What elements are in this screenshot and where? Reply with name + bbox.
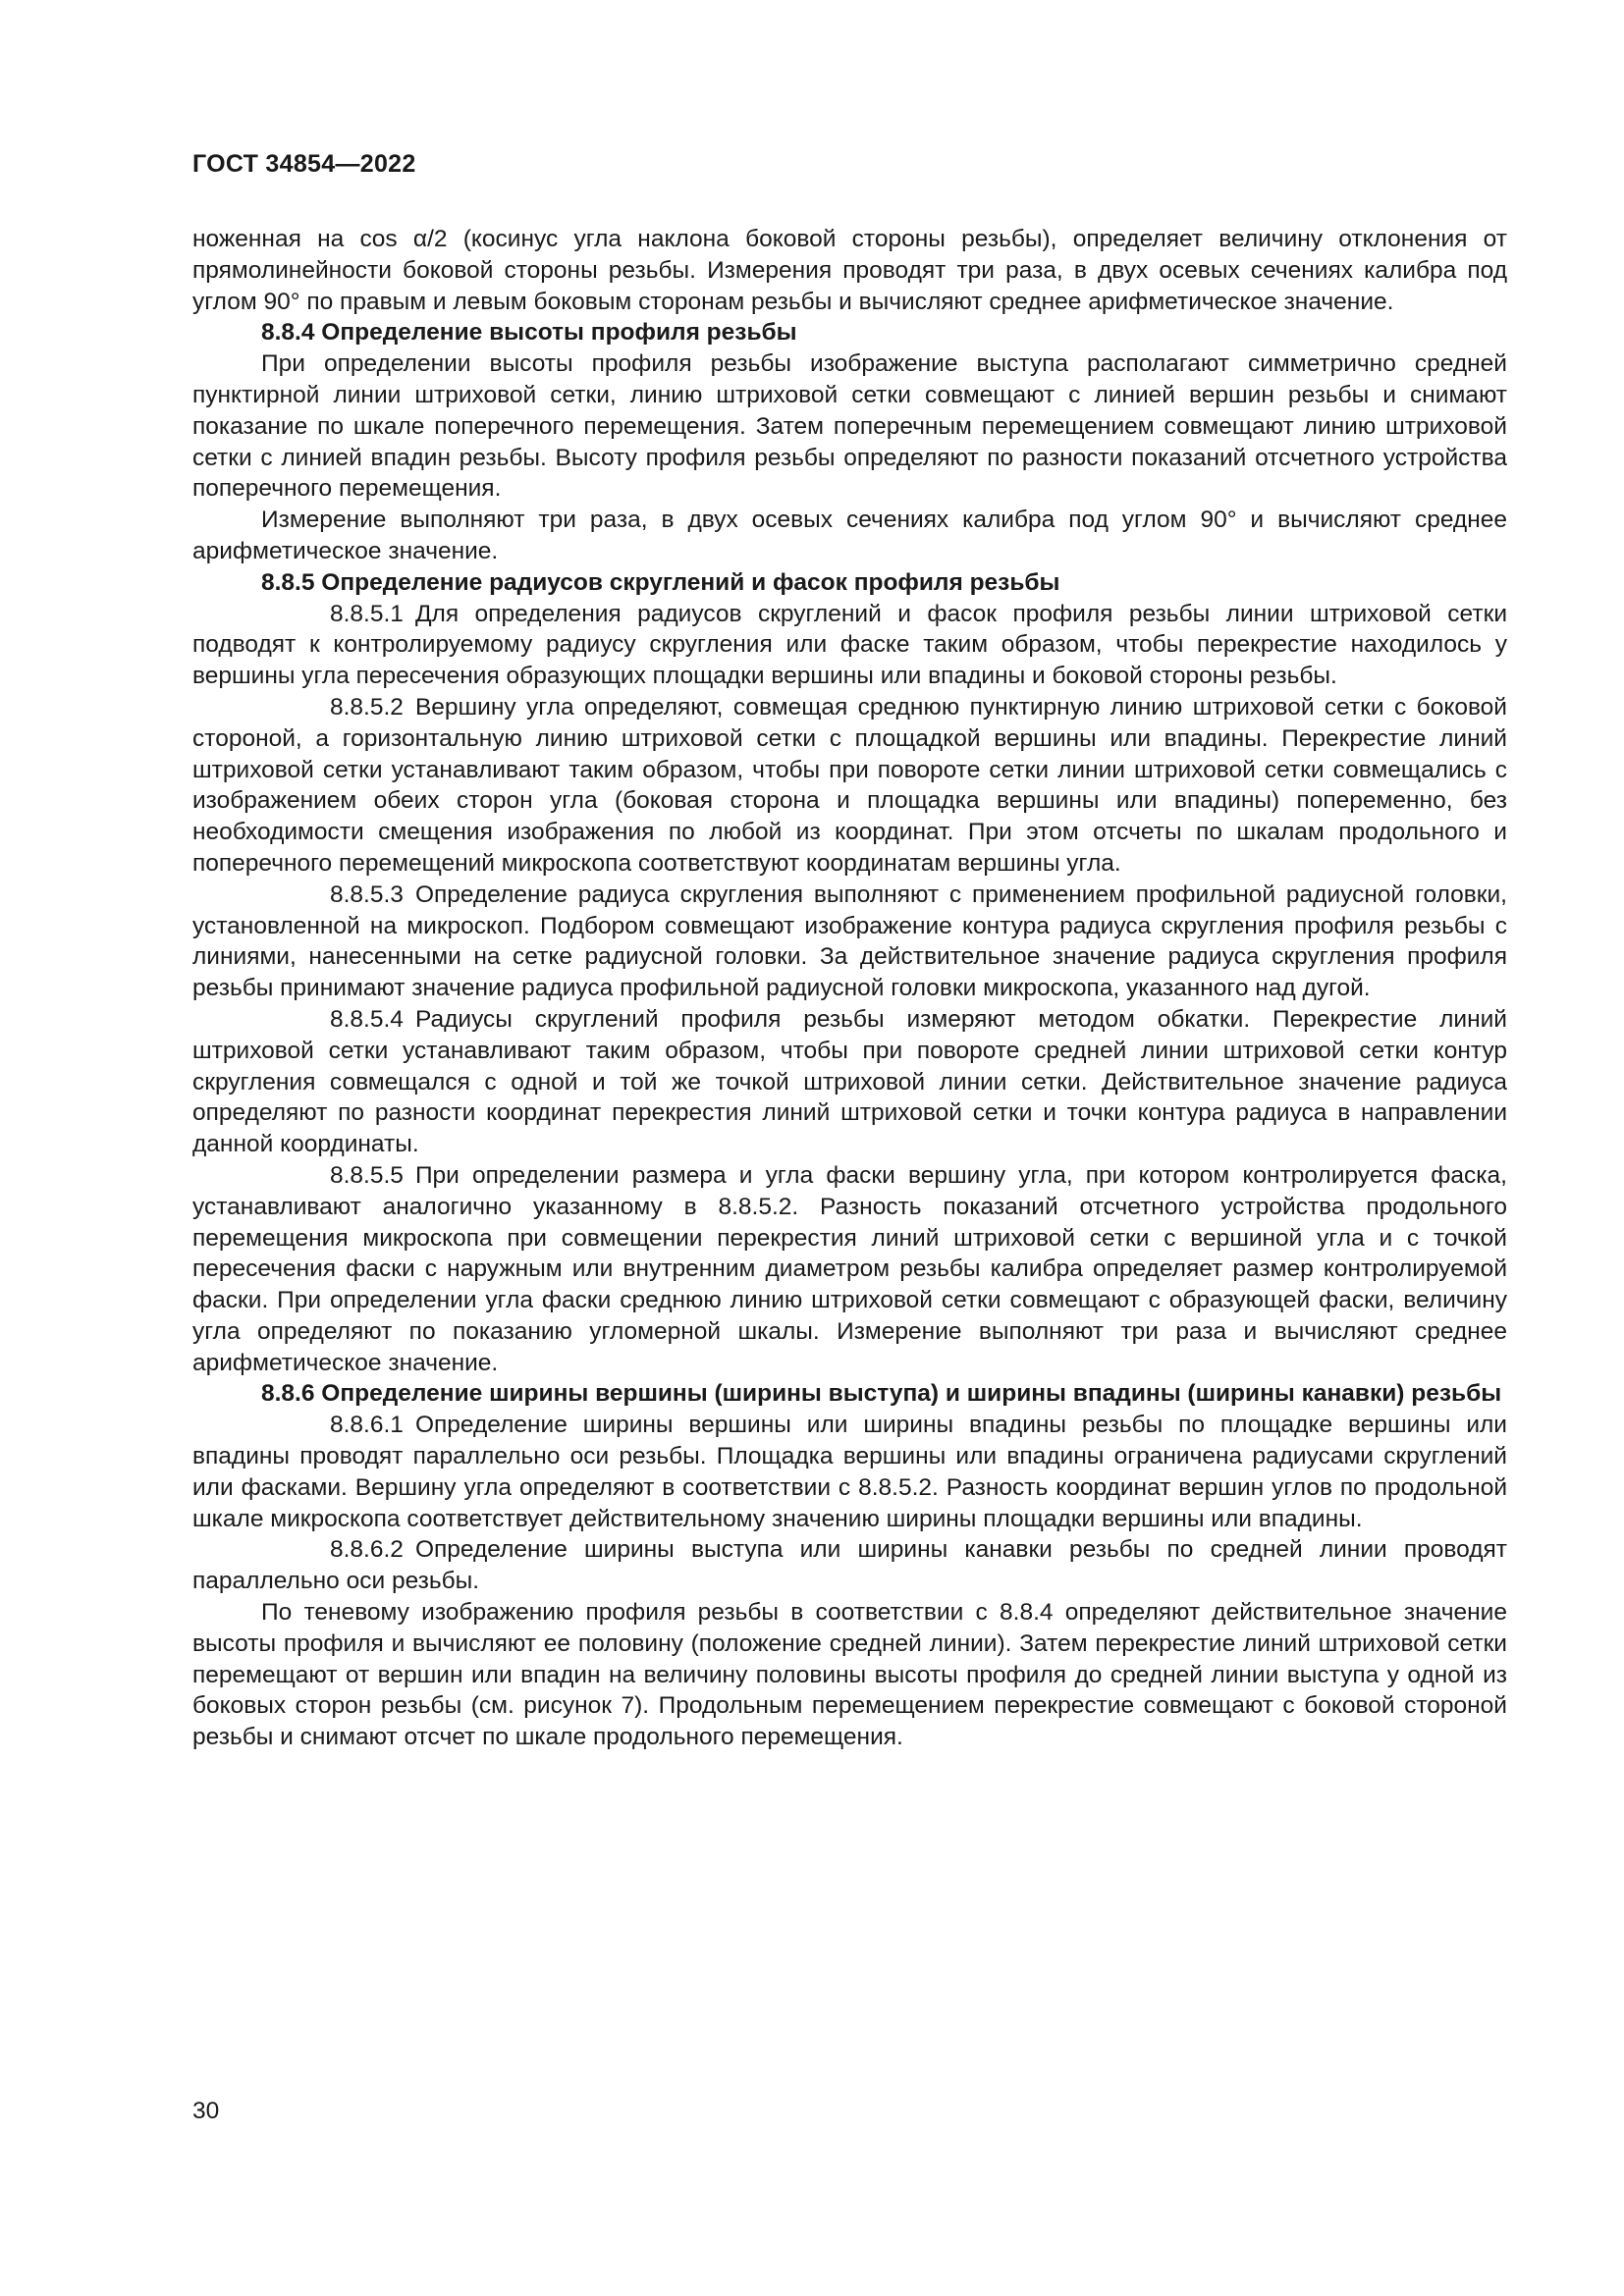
clause-text: Определение ширины выступа или ширины канавки резьбы по средней линии проводят параллельно оси резьбы. [192,1536,1507,1595]
clause-text: Вершину угла определяют, совмещая среднюю пунктирную линию штриховой сетки с боковой стороной, а горизонтальную линию штриховой сетки с площадкой вершины или впадины. Перекрестие линий штриховой сетки устанавливают таким образом, чтобы при повороте сетки линии штриховой сетки совмещались с изображением обеих сторон угла (боковая сторона и площадка вершины или впадины) попеременно, без необходимости смещения изображения по любой из координат. При этом отсчеты по шкалам продольного и поперечного перемещений микроскопа соответствуют координатам вершины угла. [192,693,1507,877]
document-header: ГОСТ 34854—2022 [192,150,416,178]
clause-8-8-5-3 [192,880,1507,1004]
clause-8-8-5-4 [192,1004,1507,1160]
paragraph: При определении высоты профиля резьбы изображение выступа располагают симметрично средней пунктирной линии штриховой сетки, линию штриховой сетки совмещают с линией вершин резьбы и снимают показание по шкале поперечного перемещения. Затем поперечным перемещением совмещают линию штриховой сетки с линией впадин резьбы. Высоту профиля резьбы определяют по разности показаний отсчетного устройства поперечного перемещения. [192,350,1507,503]
document-body [192,224,1507,1753]
paragraph-continuation: ноженная на cos α/2 (косинус угла наклона боковой стороны резьбы), определяет величину отклонения от прямолинейности боковой стороны резьбы. Измерения проводят три раза, в двух осевых сечениях калибра под углом 90° по правым и левым боковым сторонам резьбы и вычисляют среднее арифметическое значение. [192,226,1507,315]
clause-number: 8.8.6.2 [330,1536,404,1564]
section-heading-8-8-5: 8.8.5 Определение радиусов скруглений и фасок профиля резьбы [261,568,1060,596]
page-number: 30 [192,2098,220,2124]
clause-text: При определении размера и угла фаски вершину угла, при котором контролируется фаска, устанавливают аналогично указанному в 8.8.5.2. Разность показаний отсчетного устройства продольного перемещения микроскопа при совмещении перекрестия линий штриховой сетки с вершиной угла и с точкой пересечения фаски с наружным или внутренним диаметром резьбы калибра определяет размер контролируемой фаски. При определении угла фаски среднюю линию штриховой сетки совмещают с образующей фаски, величину угла определяют по показанию угломерной шкалы. Измерение выполняют три раза и вычисляют среднее арифметическое значение. [192,1161,1507,1376]
clause-8-8-5-2 [192,692,1507,880]
clause-text: Определение радиуса скругления выполняют с применением профильной радиусной головки, установленной на микроскоп. Подбором совмещают изображение контура радиуса скругления профиля резьбы с линиями, нанесенными на сетке радиусной головки. За действительное значение радиуса скругления профиля резьбы принимают значение радиуса профильной радиусной головки микроскопа, указанного над дугой. [192,881,1507,1002]
paragraph: Измерение выполняют три раза, в двух осевых сечениях калибра под углом 90° и вычисляют среднее арифметическое значение. [192,507,1507,564]
clause-text: Для определения радиусов скруглений и фасок профиля резьбы линии штриховой сетки подводят к контролируемому радиусу скругления или фаске таким образом, чтобы перекрестие находилось у вершины угла пересечения образующих площадки вершины или впадины и боковой стороны резьбы. [192,600,1507,690]
clause-text: Определение ширины вершины или ширины впадины резьбы по площадке вершины или впадины проводят параллельно оси резьбы. Площадка вершины или впадины ограничена радиусами скруглений или фасками. Вершину угла определяют в соответствии с 8.8.5.2. Разность координат вершин углов по продольной шкале микроскопа соответствует действительному значению ширины площадки вершины или впадины. [192,1412,1507,1532]
clause-number: 8.8.5.4 [330,1005,404,1033]
clause-number: 8.8.6.1 [330,1412,404,1439]
section-heading-8-8-6: 8.8.6 Определение ширины вершины (ширины выступа) и ширины впадины (ширины канавки) резьбы [261,1380,1502,1408]
clause-8-8-6-2 [192,1534,1507,1597]
clause-8-8-5-1 [192,599,1507,692]
clause-8-8-5-5 [192,1160,1507,1379]
paragraph: По теневому изображению профиля резьбы в соответствии с 8.8.4 определяют действительное значение высоты профиля и вычисляют ее половину (положение средней линии). Затем перекрестие линий штриховой сетки перемещают от вершин или впадин на величину половины высоты профиля до средней линии выступа у одной из боковых сторон резьбы (см. рисунок 7). Продольным перемещением перекрестие совмещают с боковой стороной резьбы и снимают отсчет по шкале продольного перемещения. [192,1599,1507,1751]
clause-number: 8.8.5.2 [330,693,404,721]
clause-number: 8.8.5.5 [330,1161,404,1189]
clause-number: 8.8.5.1 [330,600,404,627]
section-heading-8-8-4: 8.8.4 Определение высоты профиля резьбы [261,319,797,347]
clause-8-8-6-1 [192,1410,1507,1534]
clause-number: 8.8.5.3 [330,881,404,908]
clause-text: Радиусы скруглений профиля резьбы измеряют методом обкатки. Перекрестие линий штриховой сетки устанавливают таким образом, чтобы при повороте средней линии штриховой сетки контур скругления совмещался с одной и той же точкой штриховой линии сетки. Действительное значение радиуса определяют по разности координат перекрестия линий штриховой сетки и точки контура радиуса в направлении данной координаты. [192,1005,1507,1158]
